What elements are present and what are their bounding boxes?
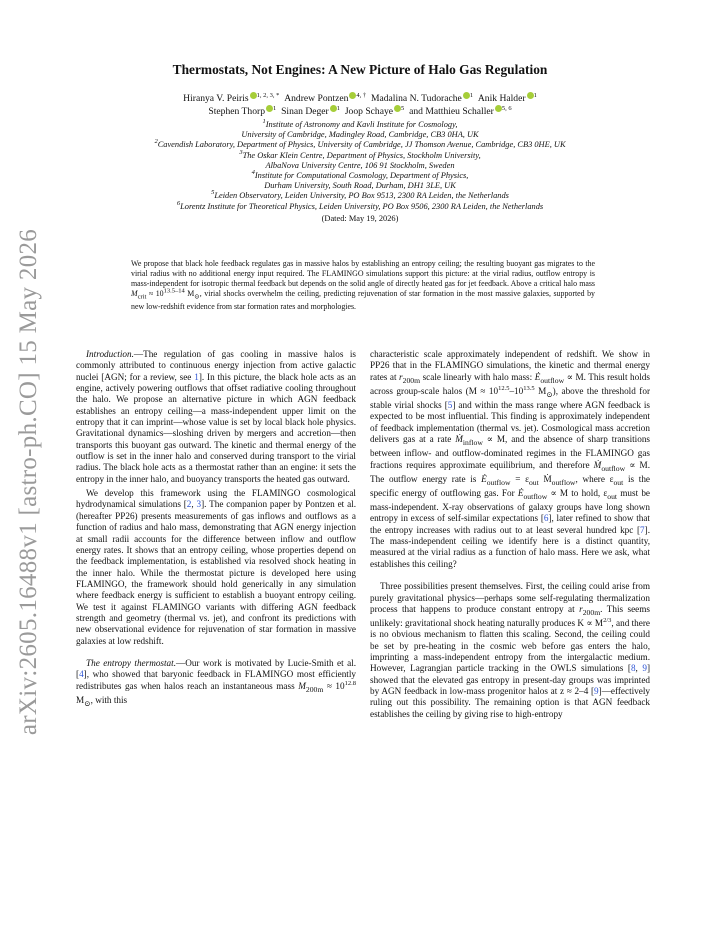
citation-link[interactable]: 1: [194, 371, 199, 382]
affiliation-line: $^5$Leiden Observatory, Leiden University, PO Box 9513, 2300 RA Leiden, the Netherlands: [211, 189, 509, 201]
paragraph: characteristic scale approximately independent of redshift. We show in PP26 that in the FLAMINGO simulations, the kinetic and thermal energy rates at $r_{200m}$ scale linearly with halo mass: $Ė_{outflow} \propto M$. This result holds across group-scale halos ($M \approx 10^{12.5}-10^{13.5}$ $M_⊙$), above the threshold for stable virial shocks [5] and within the mass range where AGN feedback is expected to be most influential. This finding is approximately independent of feedback implementation (thermal vs. jet). Cosmological mass accretion delivers gas at a rate Ṁ$_{inflow}$ ∝ M, and the absence of sharp transitions between inflow- and outflow-dominated regimes in the FLAMINGO gas fractions requires approximate equilibrium, and therefore Ṁ$_{outflow}$ ∝ M. The outflow energy rate is $Ė_{outflow} = \varepsilon_{out}$ Ṁ$_{outflow}$, where $\varepsilon_{out}$ is the specific energy of outflowing gas. For $Ė_{outflow} \propto M$ to hold, $\varepsilon_{out}$ must be mass-independent. X-ray observations of galaxy groups have long shown entropy in excess of self-similar expectations [6], later refined to show that the entropy increases with radius out to at least several hundred kpc [7]. The mass-independent ceiling we identify here is a distinct quantity, measured at the virial radius as a function of halo mass. Here we ask, what establishes this ceiling?: [370, 349, 651, 569]
paragraph: The entropy thermostat.—Our work is motivated by Lucie-Smith et al. [4], who showed that baryonic feedback in FLAMINGO most efficiently redistributes gas when halos reach an instantaneous mass $M_{200m} \approx 10^{12.8}$ $M_⊙$, with this: [76, 657, 356, 708]
citation-link[interactable]: 9: [642, 663, 647, 674]
citation-link[interactable]: 6: [543, 513, 549, 524]
orcid-icon[interactable]: [527, 92, 534, 99]
affiliation-line: $^4$Institute for Computational Cosmology, Department of Physics,: [251, 169, 469, 181]
citation-link[interactable]: 5: [447, 400, 453, 411]
author-name: Stephen Thorp: [208, 106, 266, 117]
affiliation-line: $^2$Cavendish Laboratory, Department of Physics, University of Cambridge, JJ Thomson Avenue, Cambridge, CB3 0HE, UK: [154, 138, 566, 150]
citation-link[interactable]: 3: [196, 499, 202, 510]
paragraph: Introduction.—The regulation of gas cooling in massive halos is commonly attributed to continuous energy injection from active galactic nuclei [AGN; for a review, see 1]. In this picture, the black hole acts as an engine, actively powering outflows that offset radiative cooling throughout the halo. We propose an alternative picture in which AGN feedback establishes an entropy ceiling—a mass-independent upper limit on the entropy that it can imprint—whose value is set by local black hole physics. Gravitational dynamics—sloshing driven by mergers and accretion—then transports this buoyant gas outward. The kinetic and thermal energy of the outflow is set in the inner halo and conserved during transport to the virial radius. The black hole acts as a thermostat rather than an engine: it sets the entropy in the inner halo, and buoyancy transports the heated gas outward.: [76, 349, 356, 484]
author-name: Joop Schaye: [344, 106, 394, 117]
affiliation-line: AlbaNova University Centre, 106 91 Stockholm, Sweden: [265, 160, 455, 170]
author-name: Hiranya V. Peiris: [183, 93, 249, 104]
orcid-icon[interactable]: [394, 105, 401, 112]
author-list: Hiranya V. Peiris $^{1, 2, 3, *}$ Andrew Pontzen $^{4, \dagger}$ Madalina N. Tudorache $^1$ Anik Halder $^1$ Stephen Thorp $^1$ Sinan Deger $^1$ Joop Schaye $^5$ and Matthieu Schaller $^{5, 6}$: [183, 91, 537, 117]
orcid-icon[interactable]: [495, 105, 502, 112]
author-name: Anik Halder: [477, 93, 526, 104]
affiliation-line: University of Cambridge, Madingley Road, Cambridge, CB3 0HA, UK: [241, 130, 479, 140]
citation-link[interactable]: 7: [640, 524, 645, 535]
left-column: [76, 349, 356, 709]
author-name: and Matthieu Schaller: [409, 106, 494, 117]
affiliation-line: $^3$The Oskar Klein Centre, Department of Physics, Stockholm University,: [239, 148, 481, 160]
abstract: We propose that black hole feedback regulates gas in massive halos by establishing an entropy ceiling; the resulting buoyant gas migrates to the virial radius with no additional energy input required. The FLAMINGO simulations support this picture: at the virial radius, outflow entropy is mass-independent for isotropic thermal feedback but depends on the solid angle of directly heated gas for jet feedback. Above a critical halo mass $M_{crit} \approx 10^{13.5-14}$ $M_⊙$, virial shocks overwhelm the ceiling, predicting rejuvenation of star formation in the most massive galaxies, supported by new low-redshift evidence from star formation rates and morphologies.: [131, 259, 595, 312]
citation-link[interactable]: 2: [186, 499, 192, 510]
paragraph: Three possibilities present themselves. First, the ceiling could arise from purely gravitational physics—perhaps some self-regulating thermalization process that happens to produce constant entropy at $r_{200m}$. This seems unlikely: gravitational shock heating naturally produces $K \propto M^{2/3}$, and there is no obvious mechanism to flatten this scaling. Second, the ceiling could be set by pre-heating in the cosmic web before gas enters the halo, imprinting a mass-independent entropy from the intergalactic medium. However, Lagrangian particle tracking in the OWLS simulations [8, 9] showed that the elevated gas entropy in present-day groups was imprinted by AGN feedback in low-mass progenitor halos at z ≈ 2–4 [9]—effectively ruling out this possibility. The remaining option is that AGN feedback establishes the ceiling by giving rise to high-entropy: [370, 581, 651, 719]
citation-link[interactable]: 9: [594, 686, 599, 697]
affiliation-line: $^6$Lorentz Institute for Theoretical Physics, Leiden University, PO Box 9506, 2300 RA Leiden, the Netherlands: [176, 199, 544, 211]
orcid-icon[interactable]: [463, 92, 470, 99]
author-name: Sinan Deger: [281, 106, 329, 117]
author-name: Madalina N. Tudorache: [370, 93, 462, 104]
orcid-icon[interactable]: [266, 105, 273, 112]
affiliation-line: $^1$Institute of Astronomy and Kavli Institute for Cosmology,: [262, 118, 458, 129]
paragraph: We develop this framework using the FLAMINGO cosmological hydrodynamical simulations [2, 3]. The companion paper by Pontzen et al. (hereafter PP26) presents measurements of gas inflows and outflows as a function of radius and halo mass, demonstrating that AGN energy injection at small radii accounts for the difference between inflow and outflow energy rates. It shows that an entropy ceiling, whose properties depend on the feedback implementation, is established via resolved shock heating in the inner halo. While the thermostat picture is developed here using FLAMINGO, the framework should hold generically in any simulation where feedback energy is sufficient to establish a buoyant entropy ceiling. We test it against FLAMINGO variants with differing AGN feedback strength and geometry (thermal vs. jet), and confront its predictions with new observational evidence for rejuvenation of star formation in massive galaxies at low redshift.: [76, 488, 356, 646]
paper-title: Thermostats, Not Engines: A New Picture of Halo Gas Regulation: [172, 62, 548, 77]
orcid-icon[interactable]: [330, 105, 337, 112]
date-line: (Dated: May 19, 2026): [321, 213, 399, 223]
citation-link[interactable]: 4: [79, 669, 84, 680]
orcid-icon[interactable]: [250, 92, 257, 99]
right-column: [370, 349, 650, 720]
arxiv-identifier: arXiv:2605.16488v1 [astro-ph.CO] 15 May 2026: [15, 228, 43, 736]
citation-link[interactable]: 8: [630, 663, 636, 674]
affiliation-line: Durham University, South Road, Durham, DH1 3LE, UK: [264, 181, 456, 191]
author-name: Andrew Pontzen: [284, 93, 349, 104]
paper-header: [70, 62, 650, 224]
